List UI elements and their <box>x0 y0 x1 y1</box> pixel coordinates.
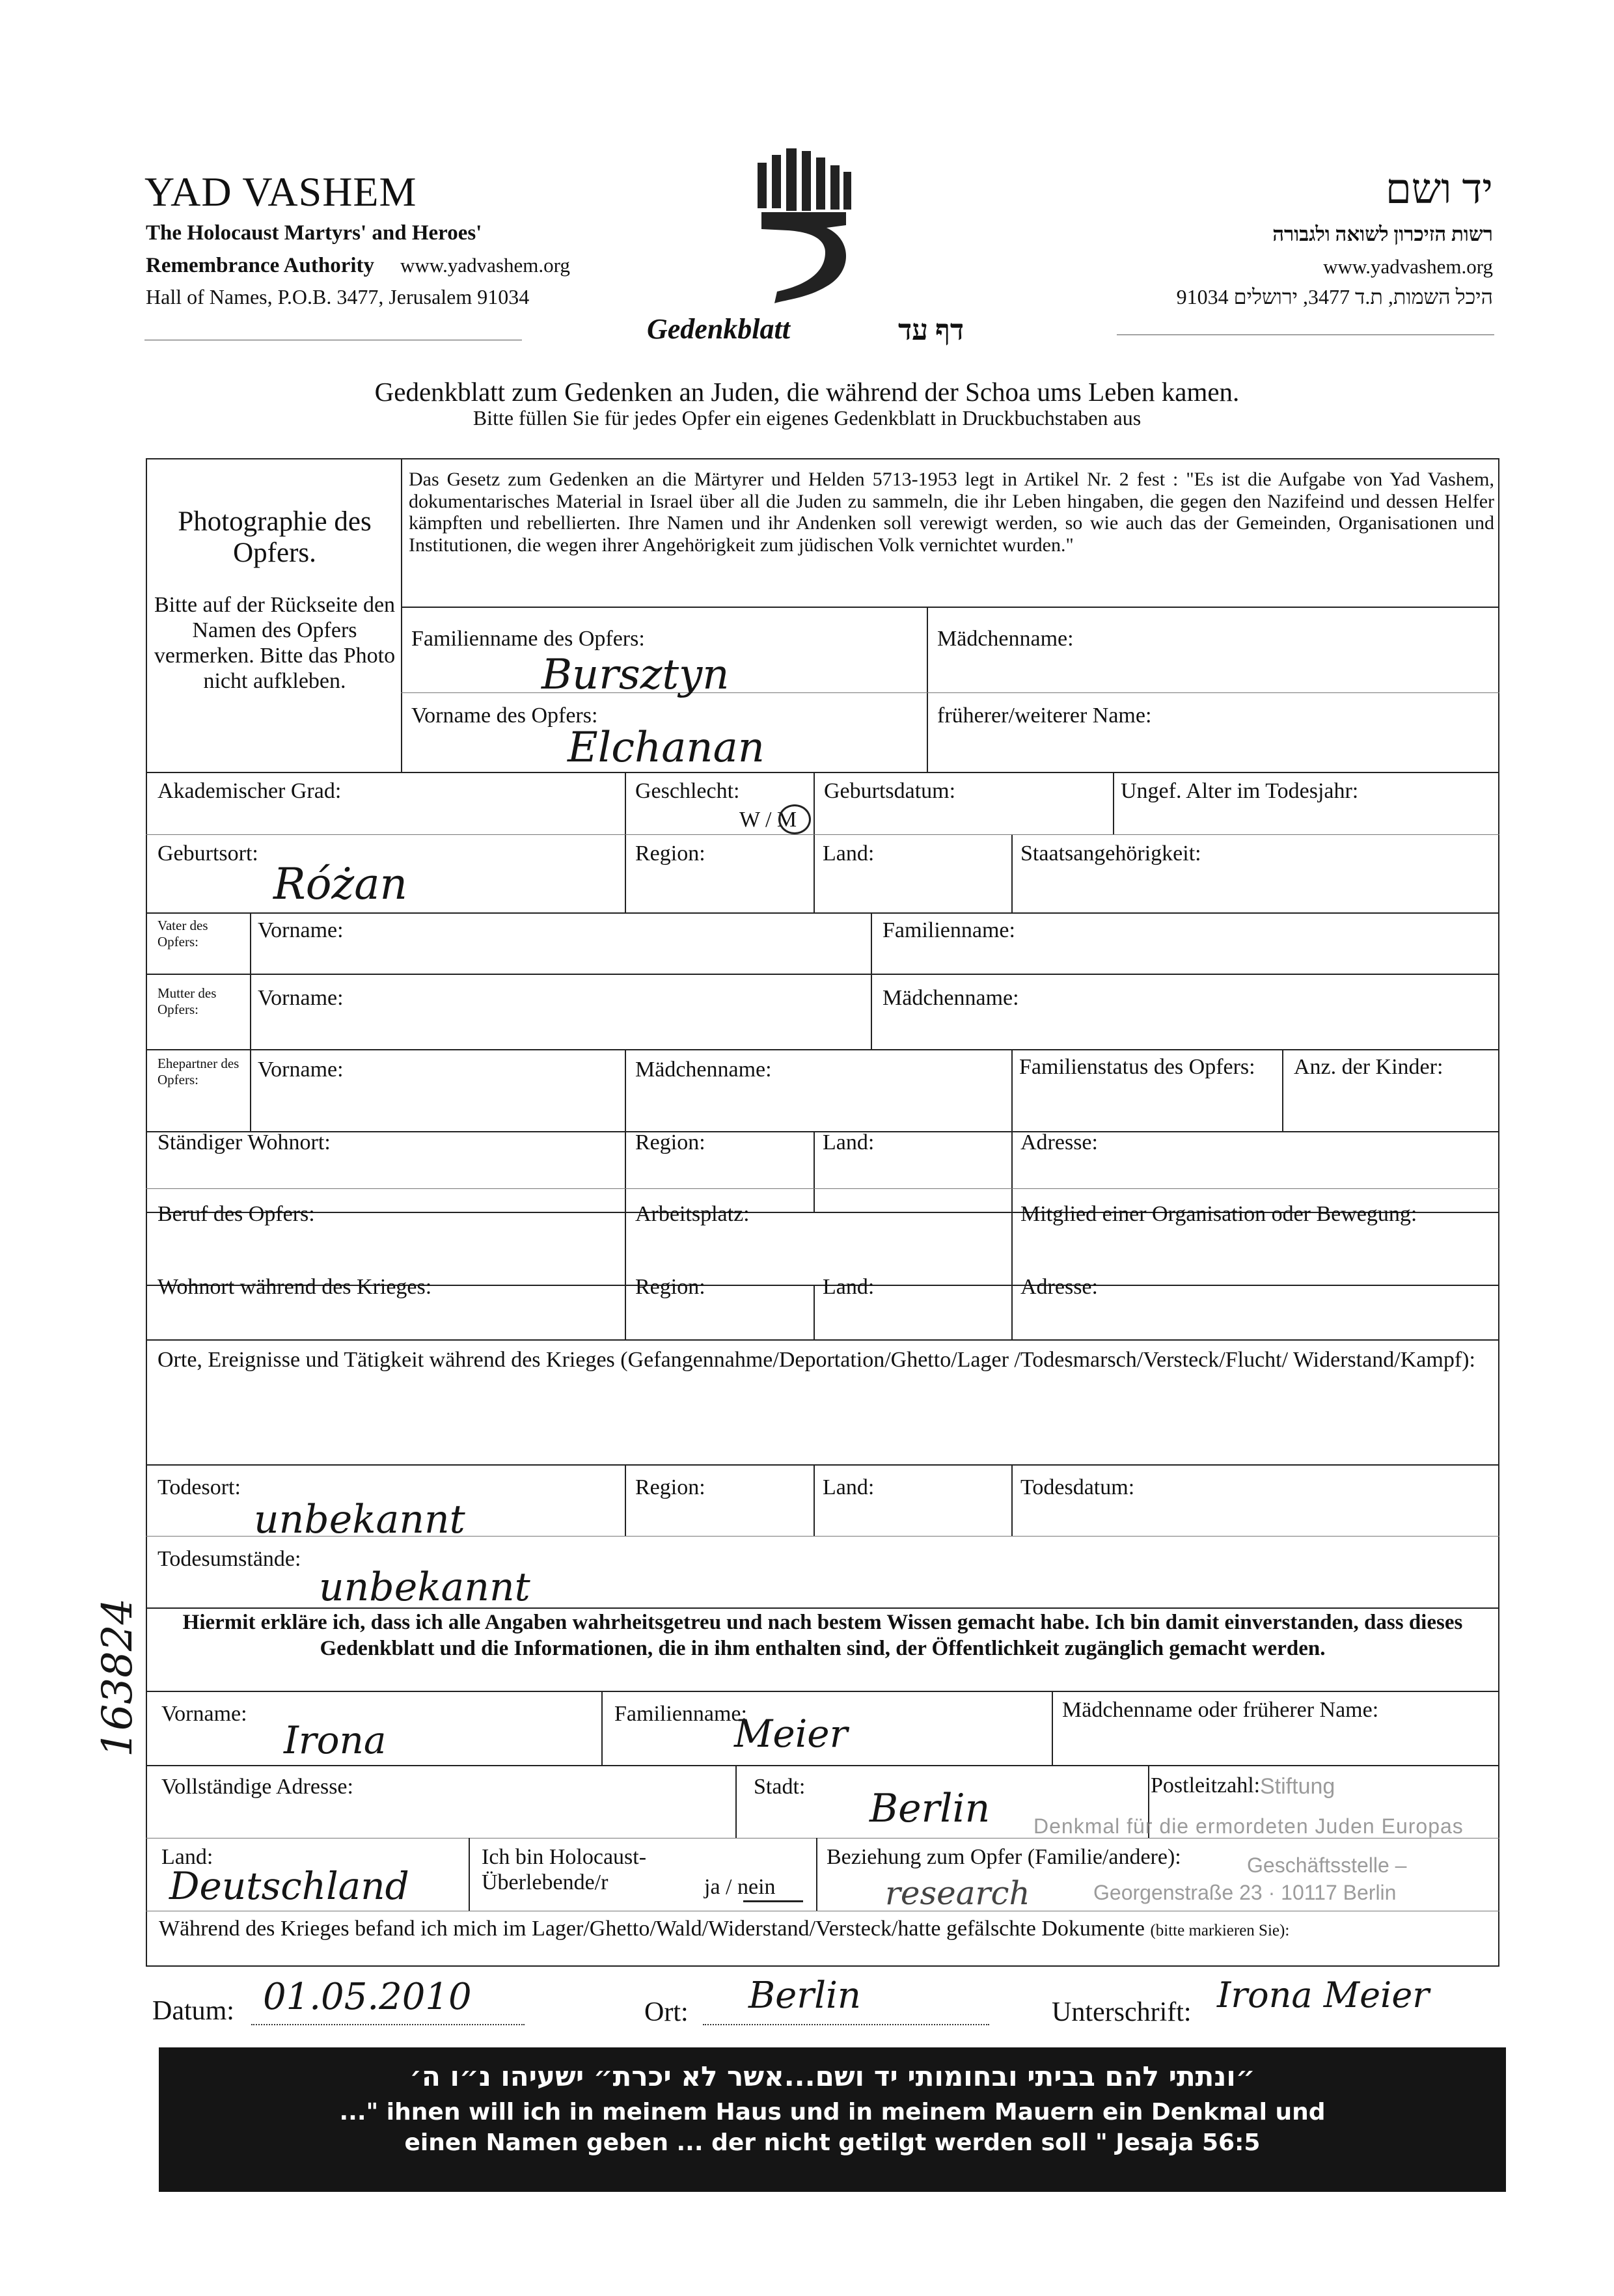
submitter-firstname-label: Vorname: <box>161 1702 247 1726</box>
website-link[interactable]: www.yadvashem.org <box>400 254 570 277</box>
marital-status-label: Familienstatus des Opfers: <box>1019 1055 1255 1079</box>
relation-label: Beziehung zum Opfer (Familie/andere): <box>827 1845 1181 1869</box>
children-count-label: Anz. der Kinder: <box>1294 1055 1443 1079</box>
residence-address-label: Adresse: <box>1020 1130 1098 1155</box>
workplace-label: Arbeitsplatz: <box>635 1202 750 1226</box>
submitter-country-value[interactable]: Deutschland <box>169 1864 409 1908</box>
firstname-label: Vorname des Opfers: <box>411 704 598 728</box>
org-address: Hall of Names, P.O.B. 3477, Jerusalem 91034 <box>146 285 530 308</box>
former-name-label: früherer/weiterer Name: <box>937 704 1152 728</box>
residence-country-label: Land: <box>823 1130 875 1155</box>
place-value[interactable]: Berlin <box>748 1975 861 2017</box>
survivor-options[interactable]: ja / nein <box>704 1875 776 1899</box>
death-circumstances-value[interactable]: unbekannt <box>319 1565 530 1610</box>
death-place-label: Todesort: <box>157 1475 241 1499</box>
father-firstname-label: Vorname: <box>258 918 344 942</box>
foundation-stamp: Stiftung Denkmal für die ermordeten Juden Europas Geschäftsstelle – Georgenstraße 23 · 10117 Berlin <box>1033 1774 1464 1904</box>
photo-instructions: Bitte auf der Rückseite den Namen des Opfers vermerken. Bitte das Photo nicht aufkleben. <box>154 593 396 694</box>
submitter-surname-label: Familienname: <box>614 1702 747 1726</box>
city-value[interactable]: Berlin <box>869 1786 991 1831</box>
submitter-surname-value[interactable]: Meier <box>734 1712 848 1756</box>
age-label: Ungef. Alter im Todesjahr: <box>1121 779 1359 803</box>
maiden-name-label: Mädchenname: <box>937 627 1074 651</box>
relation-value[interactable]: research <box>885 1874 1030 1912</box>
father-surname-label: Familienname: <box>882 918 1015 942</box>
nationality-label: Staatsangehörigkeit: <box>1020 841 1201 866</box>
yad-vashem-logo-icon <box>748 148 866 305</box>
place-label: Ort: <box>644 1997 689 2027</box>
submitter-country-label: Land: <box>161 1845 213 1869</box>
wartime-region-label: Region: <box>635 1275 705 1299</box>
death-region-label: Region: <box>635 1475 705 1499</box>
spouse-maiden-label: Mädchenname: <box>635 1058 772 1082</box>
birthplace-label: Geburtsort: <box>157 841 258 866</box>
gender-selected-circle-icon <box>778 804 811 834</box>
declaration-text: Hiermit erkläre ich, dass ich alle Angaben wahrheitsgetreu und nach bestem Wissen gemacht habe. Ich bin damit einverstanden, dass dieses Gedenkblatt und die Informationen, die in ihm enthalten sind, der Öffentlichkeit zugänglich gemacht werden. <box>182 1611 1463 1660</box>
father-label: Vater des Opfers: <box>157 918 208 950</box>
submitter-firstname-value[interactable]: Irona <box>284 1718 387 1762</box>
survivor-nein-underline <box>743 1900 803 1902</box>
spouse-label: Ehepartner des Opfers: <box>157 1056 239 1088</box>
survivor-label: Ich bin Holocaust-Überlebende/r <box>482 1845 647 1895</box>
firstname-value[interactable]: Elchanan <box>568 724 765 772</box>
wartime-residence-label: Wohnort während des Krieges: <box>157 1275 432 1299</box>
city-label: Stadt: <box>754 1775 806 1799</box>
birthdate-label: Geburtsdatum: <box>824 779 956 803</box>
org-subtitle-2: Remembrance Authority www.yadvashem.org <box>146 254 570 277</box>
law-text: Das Gesetz zum Gedenken an die Märtyrer und Helden 5713-1953 legt in Artikel Nr. 2 fest : "Es ist die Aufgabe von Yad Vashem, dokumentarisches Material in Israel über all die Juden zu sammeln, die ihr Leben hingaben, die gegen den Nazifeind und dessen Helfer kämpften und rebellierten. Ihre Namen und ihr Andenken soll verewigt werden, so wie auch das der Gemeinden, Organisationen und Institutionen, die wegen ihrer Angehörigkeit zum jüdischen Volk vernichtet wurden." <box>409 469 1494 556</box>
wartime-country-label: Land: <box>823 1275 875 1299</box>
spouse-firstname-label: Vorname: <box>258 1058 344 1082</box>
wartime-address-label: Adresse: <box>1020 1275 1098 1299</box>
birth-region-label: Region: <box>635 841 705 866</box>
residence-region-label: Region: <box>635 1130 705 1155</box>
date-underline <box>251 2024 525 2025</box>
footer-quote-banner <box>159 2047 1506 2192</box>
footer-quote-german-1: ..." ihnen will ich in meinem Haus und in meinem Mauern ein Denkmal und <box>339 2099 1326 2125</box>
hebrew-org-name: יד ושם <box>1385 166 1493 212</box>
residence-label: Ständiger Wohnort: <box>157 1130 331 1155</box>
footer-quote-hebrew: ״ונתתי להם בביתי ובחומותי יד ושם...אשר לא יכרת״ ישעיהו נ״ו ה׳ <box>409 2060 1255 2092</box>
death-circumstances-label: Todesumstände: <box>157 1547 301 1571</box>
date-label: Datum: <box>152 1996 234 2026</box>
zip-label: Postleitzahl: <box>1151 1773 1261 1797</box>
org-name: YAD VASHEM <box>144 169 417 215</box>
hebrew-org-subtitle: רשות הזיכרון לשואה ולגבורה <box>1272 223 1493 245</box>
form-title: Gedenkblatt <box>647 313 790 345</box>
page-title: Gedenkblatt zum Gedenken an Juden, die während der Schoa ums Leben kamen. <box>374 377 1240 407</box>
mother-firstname-label: Vorname: <box>258 986 344 1010</box>
surname-label: Familienname des Opfers: <box>411 627 645 651</box>
membership-label: Mitglied einer Organisation oder Bewegung: <box>1020 1202 1417 1226</box>
death-country-label: Land: <box>823 1475 875 1499</box>
mother-label: Mutter des Opfers: <box>157 985 217 1018</box>
birth-country-label: Land: <box>823 841 875 866</box>
mother-maiden-label: Mädchenname: <box>882 986 1019 1010</box>
gender-options[interactable]: W / M <box>739 808 797 832</box>
full-address-label: Vollständige Adresse: <box>161 1775 353 1799</box>
birthplace-value[interactable]: Różan <box>273 859 408 909</box>
death-date-label: Todesdatum: <box>1020 1475 1135 1499</box>
date-value[interactable]: 01.05.2010 <box>263 1976 472 2018</box>
death-place-value[interactable]: unbekannt <box>254 1497 465 1542</box>
signature-label: Unterschrift: <box>1052 1997 1192 2027</box>
degree-label: Akademischer Grad: <box>157 779 342 803</box>
hebrew-address: היכל השמות, ת.ד 3477, ירושלים 91034 <box>1176 285 1493 308</box>
org-subtitle-1: The Holocaust Martyrs' and Heroes' <box>146 221 482 245</box>
archive-number: 163824 <box>94 1598 142 1757</box>
page-subtitle: Bitte füllen Sie für jedes Opfer ein eigenes Gedenkblatt in Druckbuchstaben aus <box>472 406 1142 430</box>
website-link-he[interactable]: www.yadvashem.org <box>1323 255 1493 278</box>
wartime-events-label: Orte, Ereignisse und Tätigkeit während des Krieges (Gefangennahme/Deportation/Ghetto/Lager /Todesmarsch/Versteck/Flucht/ Widerstand/Kampf): <box>157 1348 1475 1372</box>
form-title-hebrew: דף עד <box>898 314 964 346</box>
footer-quote-german-2: einen Namen geben ... der nicht getilgt werden soll " Jesaja 56:5 <box>404 2129 1261 2156</box>
submitter-maiden-label: Mädchenname oder früherer Name: <box>1062 1698 1379 1722</box>
signature-value[interactable]: Irona Meier <box>1217 1975 1430 2016</box>
surname-value[interactable]: Bursztyn <box>541 651 730 699</box>
gender-label: Geschlecht: <box>635 779 740 803</box>
wartime-whereabouts-label: Während des Krieges befand ich mich im Lager/Ghetto/Wald/Widerstand/Versteck/hatte gefälschte Dokumente (bitte markieren Sie): <box>159 1917 1290 1941</box>
photo-heading: Photographie des Opfers. <box>178 506 372 569</box>
profession-label: Beruf des Opfers: <box>157 1202 315 1226</box>
place-underline <box>703 2024 989 2025</box>
